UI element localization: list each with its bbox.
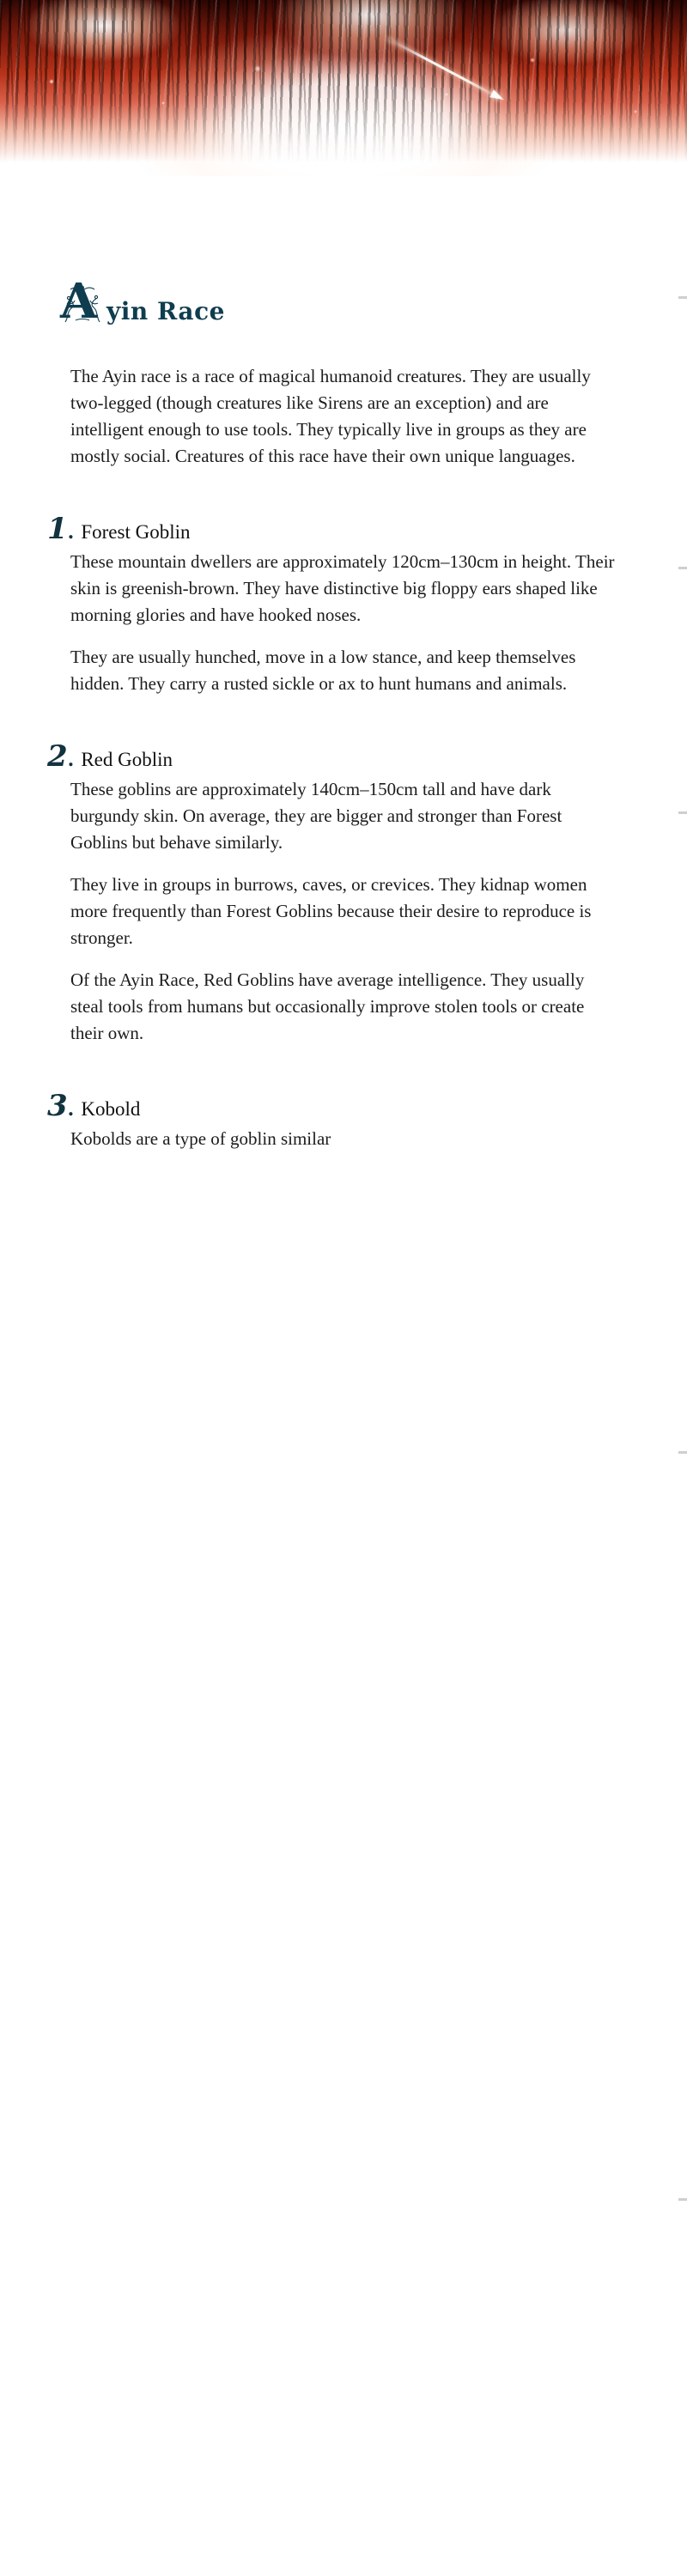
entry-paragraph: They are usually hunched, move in a low stance, and keep themselves hidden. They carry a rusted sickle or ax to hunt humans and animals. — [70, 647, 576, 694]
entry-body — [47, 1126, 620, 1152]
drop-cap — [60, 273, 105, 330]
entry-body — [47, 549, 620, 697]
entry-number: 3. — [47, 1089, 75, 1123]
entry-heading — [47, 514, 620, 544]
document-content — [0, 176, 687, 1152]
hero-banner-image — [0, 0, 687, 176]
intro-paragraph: The Ayin race is a race of magical humanoid creatures. They are usually two-legged (though creatures like Sirens are an exception) and are intelligent enough to use tools. They typically live in groups as they are mostly social. Creatures of this race have their own unique languages. — [70, 366, 591, 466]
entry-heading — [47, 739, 620, 774]
entry-body — [47, 776, 620, 1047]
section-spacer — [0, 470, 687, 514]
entry-paragraph: These mountain dwellers are approximately 120cm–130cm in height. Their skin is greenish-brown. They have distinctive big floppy ears shaped like morning glories and have hooked noses. — [70, 551, 615, 625]
entry-number: 2. — [47, 739, 75, 774]
entry-heading — [47, 1091, 620, 1121]
entry-paragraph: These goblins are approximately 140cm–150cm tall and have dark burgundy skin. On average, they are bigger and stronger than Forest Goblins but behave similarly. — [70, 779, 562, 853]
entry-name: Kobold — [81, 1098, 141, 1120]
page-title-block — [0, 273, 687, 330]
page-title: yin Race — [106, 297, 225, 325]
entry-paragraph: They live in groups in burrows, caves, or crevices. They kidnap women more frequently than Forest Goblins because their desire to reproduce is stronger. — [70, 874, 592, 948]
entry-name: Forest Goblin — [81, 521, 191, 543]
section-spacer — [0, 1047, 687, 1091]
entry-red-goblin — [0, 739, 687, 1047]
entry-forest-goblin — [0, 514, 687, 697]
entry-number: 1. — [47, 512, 75, 546]
entry-paragraph: Kobolds are a type of goblin similar — [70, 1128, 331, 1149]
entry-name: Red Goblin — [81, 749, 173, 770]
section-spacer — [0, 697, 687, 742]
entry-paragraph: Of the Ayin Race, Red Goblins have average intelligence. They usually steal tools from humans but occasionally improve stolen tools or create their own. — [70, 969, 585, 1043]
gutter-tick — [678, 1451, 687, 1454]
gutter-tick — [678, 2198, 687, 2201]
entry-kobold — [0, 1091, 687, 1152]
intro-section — [0, 363, 687, 470]
hero-spark-flecks — [0, 0, 687, 176]
drop-cap-letter: A — [60, 273, 98, 330]
